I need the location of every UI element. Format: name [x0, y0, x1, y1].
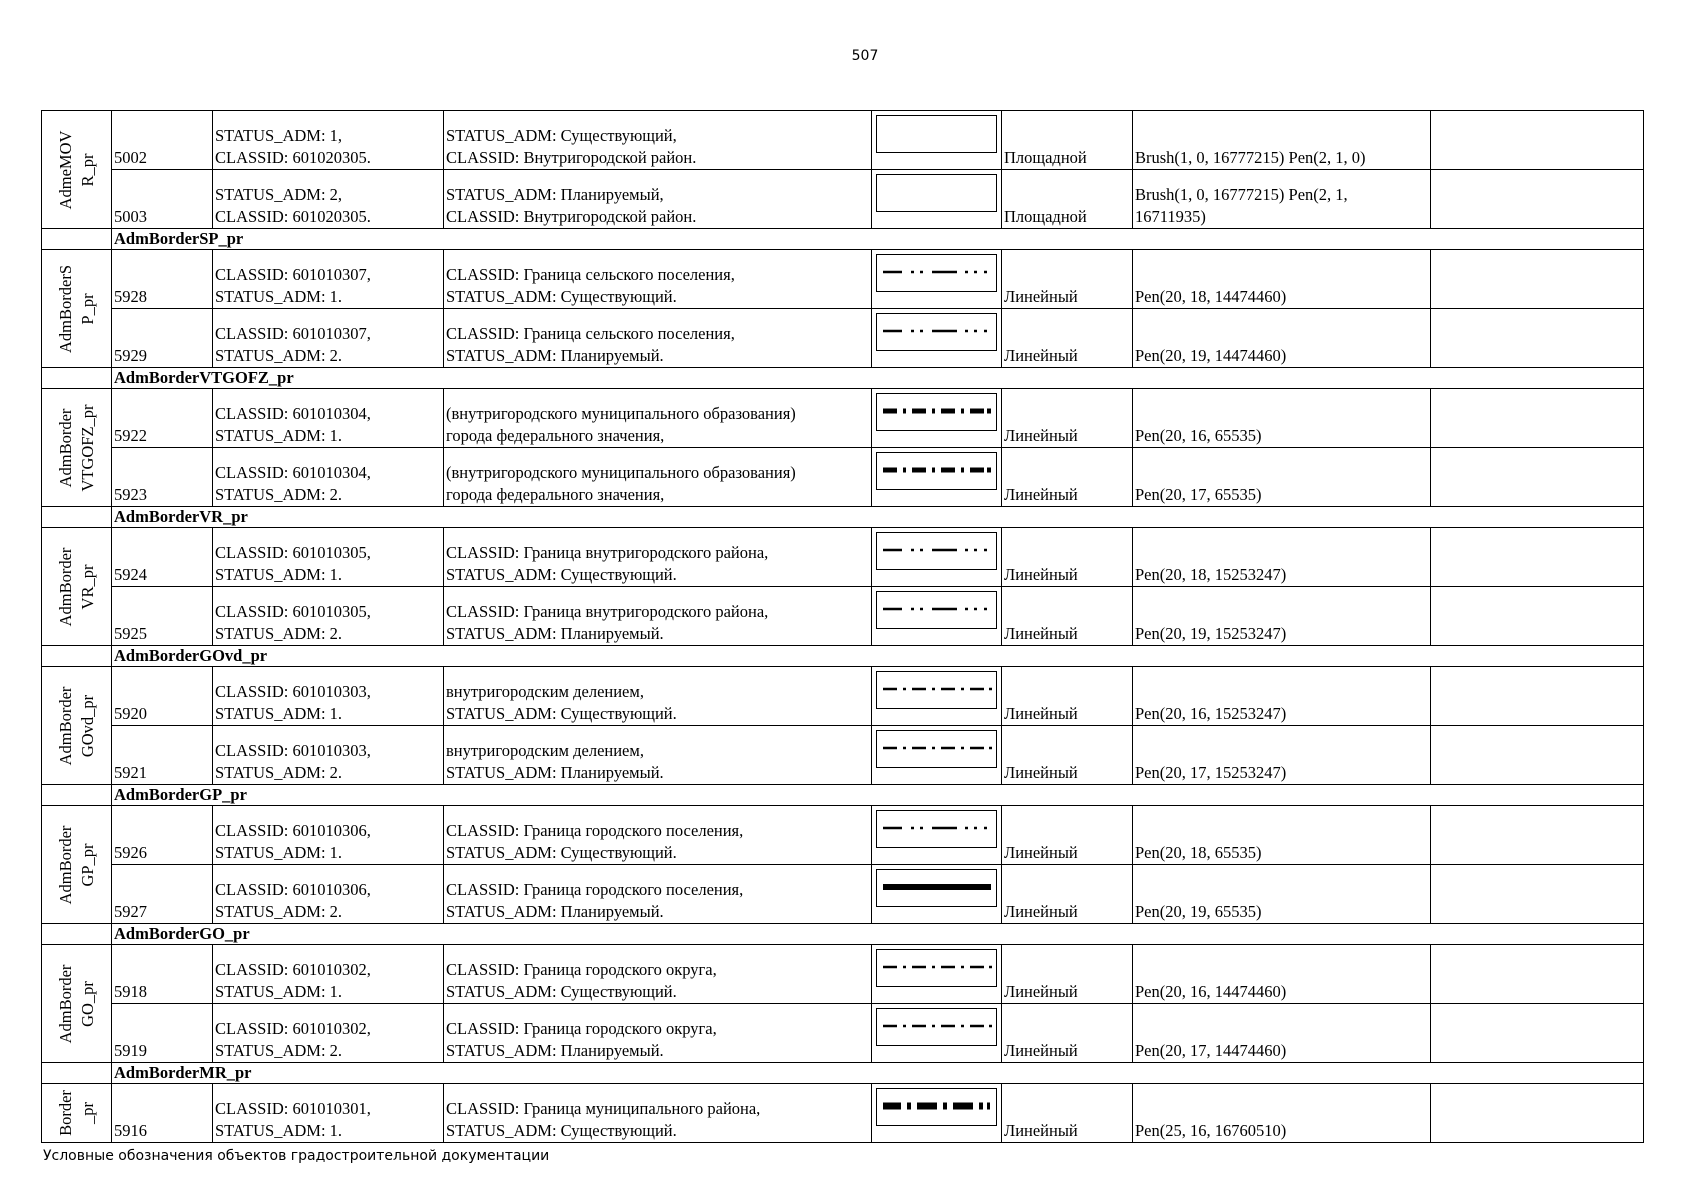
layer-name-cell	[42, 111, 112, 229]
attribute-line: CLASSID: 601010301,	[215, 1099, 371, 1118]
description-cell	[444, 587, 872, 646]
group-header-row	[42, 785, 1644, 806]
code-cell: 5002	[112, 111, 213, 170]
group-header-row	[42, 646, 1644, 667]
object-type-cell: Площадной	[1002, 170, 1133, 229]
group-title: AdmBorderSP_pr	[112, 229, 1644, 250]
line-symbol-dash-dot-dot	[877, 314, 995, 349]
description-cell	[444, 250, 872, 309]
layer-name-line: P_pr	[77, 292, 97, 325]
style-cell	[1133, 309, 1431, 368]
attributes-cell	[213, 528, 444, 587]
legend-row	[42, 1004, 1644, 1063]
object-type-cell: Линейный	[1002, 528, 1133, 587]
notes-cell	[1431, 309, 1644, 368]
group-header-row	[42, 1063, 1644, 1084]
style-cell	[1133, 806, 1431, 865]
notes-cell	[1431, 865, 1644, 924]
group-header-spacer	[42, 368, 112, 389]
group-title: AdmBorderVR_pr	[112, 507, 1644, 528]
layer-name-line: GP_pr	[77, 842, 97, 887]
layer-name-cell	[42, 806, 112, 924]
line-symbol-dash-dot-dot	[877, 255, 995, 290]
object-type-cell: Линейный	[1002, 806, 1133, 865]
symbol-box	[876, 1008, 997, 1046]
attributes-cell	[213, 587, 444, 646]
line-symbol-dash-dot-dot	[877, 811, 995, 846]
object-type-cell: Линейный	[1002, 945, 1133, 1004]
symbol-cell	[872, 865, 1002, 924]
attribute-line: STATUS_ADM: 1.	[215, 982, 343, 1001]
symbol-box	[876, 869, 997, 907]
code-cell: 5929	[112, 309, 213, 368]
attributes-cell	[213, 945, 444, 1004]
description-line: CLASSID: Граница городского округа,	[446, 1019, 717, 1038]
style-line: Pen(20, 19, 15253247)	[1135, 624, 1287, 643]
style-line: Pen(20, 16, 15253247)	[1135, 704, 1287, 723]
layer-name-line: R_pr	[77, 153, 97, 187]
attribute-line: STATUS_ADM: 2.	[215, 485, 343, 504]
layer-name-line: AdmBorder	[55, 825, 75, 904]
attributes-cell	[213, 250, 444, 309]
object-type-cell: Линейный	[1002, 865, 1133, 924]
layer-name-line: AdmBorder	[55, 547, 75, 626]
style-cell	[1133, 389, 1431, 448]
style-line: 16711935)	[1135, 207, 1206, 226]
symbol-cell	[872, 170, 1002, 229]
description-cell	[444, 1084, 872, 1143]
style-line: Brush(1, 0, 16777215) Pen(2, 1, 0)	[1135, 148, 1366, 167]
style-cell	[1133, 865, 1431, 924]
code-cell: 5003	[112, 170, 213, 229]
attribute-line: STATUS_ADM: 2.	[215, 1041, 343, 1060]
group-header-row	[42, 924, 1644, 945]
legend-row	[42, 309, 1644, 368]
description-cell	[444, 865, 872, 924]
attribute-line: STATUS_ADM: 2.	[215, 763, 343, 782]
style-cell	[1133, 945, 1431, 1004]
attribute-line: CLASSID: 601010305,	[215, 602, 371, 621]
description-line: внутригородским делением,	[446, 741, 644, 760]
notes-cell	[1431, 250, 1644, 309]
layer-name-line: _pr	[77, 1102, 97, 1125]
description-line: STATUS_ADM: Существующий.	[446, 287, 677, 306]
description-line: STATUS_ADM: Существующий,	[446, 126, 677, 145]
description-line: STATUS_ADM: Существующий.	[446, 843, 677, 862]
attributes-cell	[213, 806, 444, 865]
legend-row	[42, 587, 1644, 646]
symbol-cell	[872, 448, 1002, 507]
style-cell	[1133, 726, 1431, 785]
description-cell	[444, 806, 872, 865]
line-symbol-thick-dash-dot	[877, 453, 995, 488]
group-header-row	[42, 229, 1644, 250]
layer-name	[55, 964, 99, 1043]
symbol-box	[876, 313, 997, 351]
description-line: города федерального значения,	[446, 485, 665, 504]
code-cell: 5928	[112, 250, 213, 309]
attribute-line: CLASSID: 601010302,	[215, 960, 371, 979]
symbol-box	[876, 730, 997, 768]
style-cell	[1133, 111, 1431, 170]
layer-name	[55, 265, 99, 353]
description-line: CLASSID: Граница муниципального района,	[446, 1099, 761, 1118]
description-line: STATUS_ADM: Планируемый.	[446, 763, 664, 782]
attributes-cell	[213, 1004, 444, 1063]
description-cell	[444, 1004, 872, 1063]
style-line: Pen(20, 18, 15253247)	[1135, 565, 1287, 584]
object-type-cell: Линейный	[1002, 448, 1133, 507]
attribute-line: CLASSID: 601010305,	[215, 543, 371, 562]
attribute-line: CLASSID: 601010304,	[215, 404, 371, 423]
description-line: STATUS_ADM: Существующий.	[446, 1121, 677, 1140]
line-symbol-none	[877, 175, 995, 210]
legend-row	[42, 1084, 1644, 1143]
footer-caption: Условные обозначения объектов градостроительной документации	[43, 1148, 550, 1164]
notes-cell	[1431, 170, 1644, 229]
notes-cell	[1431, 389, 1644, 448]
description-line: (внутригородского муниципального образования)	[446, 404, 796, 423]
code-cell: 5923	[112, 448, 213, 507]
line-symbol-dash-dot	[877, 950, 995, 985]
legend-row	[42, 667, 1644, 726]
symbol-cell	[872, 389, 1002, 448]
attribute-line: STATUS_ADM: 1.	[215, 843, 343, 862]
object-type-cell: Линейный	[1002, 587, 1133, 646]
style-cell	[1133, 528, 1431, 587]
description-cell	[444, 726, 872, 785]
attribute-line: STATUS_ADM: 1,	[215, 126, 343, 145]
legend-row	[42, 726, 1644, 785]
attributes-cell	[213, 309, 444, 368]
style-line: Pen(20, 18, 14474460)	[1135, 287, 1287, 306]
style-line: Pen(20, 19, 14474460)	[1135, 346, 1287, 365]
attributes-cell	[213, 389, 444, 448]
notes-cell	[1431, 1084, 1644, 1143]
symbol-box	[876, 174, 997, 212]
attribute-line: CLASSID: 601010302,	[215, 1019, 371, 1038]
group-header-row	[42, 368, 1644, 389]
symbol-cell	[872, 309, 1002, 368]
description-line: CLASSID: Граница городского поселения,	[446, 880, 744, 899]
layer-name-line: Border	[55, 1090, 75, 1136]
attribute-line: CLASSID: 601010306,	[215, 821, 371, 840]
group-title: AdmBorderGP_pr	[112, 785, 1644, 806]
group-title: AdmBorderGOvd_pr	[112, 646, 1644, 667]
line-symbol-dash-dot-dot	[877, 592, 995, 627]
description-cell	[444, 528, 872, 587]
symbol-box	[876, 591, 997, 629]
notes-cell	[1431, 945, 1644, 1004]
notes-cell	[1431, 587, 1644, 646]
attributes-cell	[213, 111, 444, 170]
code-cell: 5919	[112, 1004, 213, 1063]
legend-row	[42, 389, 1644, 448]
symbol-cell	[872, 528, 1002, 587]
line-symbol-thick-dash-dot	[877, 394, 995, 429]
legend-table	[41, 110, 1644, 1143]
symbol-cell	[872, 1004, 1002, 1063]
description-line: CLASSID: Граница внутригородского района,	[446, 602, 769, 621]
code-cell: 5924	[112, 528, 213, 587]
description-line: (внутригородского муниципального образования)	[446, 463, 796, 482]
layer-name-line: GOvd_pr	[77, 694, 97, 757]
attributes-cell	[213, 726, 444, 785]
object-type-cell: Линейный	[1002, 309, 1133, 368]
layer-name-cell	[42, 667, 112, 785]
legend-row	[42, 528, 1644, 587]
legend-row	[42, 865, 1644, 924]
description-line: внутригородским делением,	[446, 682, 644, 701]
style-cell	[1133, 1004, 1431, 1063]
attribute-line: CLASSID: 601020305.	[215, 207, 371, 226]
line-symbol-solid	[877, 870, 995, 905]
symbol-box	[876, 254, 997, 292]
notes-cell	[1431, 111, 1644, 170]
line-symbol-heavy-dash-dot	[877, 1089, 995, 1124]
style-line: Pen(20, 16, 65535)	[1135, 426, 1262, 445]
legend-row	[42, 170, 1644, 229]
attribute-line: STATUS_ADM: 1.	[215, 565, 343, 584]
group-header-spacer	[42, 646, 112, 667]
symbol-cell	[872, 667, 1002, 726]
group-title: AdmBorderGO_pr	[112, 924, 1644, 945]
object-type-cell: Линейный	[1002, 389, 1133, 448]
description-line: CLASSID: Граница городского поселения,	[446, 821, 744, 840]
description-line: CLASSID: Граница внутригородского района,	[446, 543, 769, 562]
code-cell: 5920	[112, 667, 213, 726]
line-symbol-dash-dot-dot	[877, 533, 995, 568]
layer-name-line: VR_pr	[77, 564, 97, 609]
description-line: STATUS_ADM: Планируемый.	[446, 902, 664, 921]
symbol-box	[876, 1088, 997, 1126]
attributes-cell	[213, 170, 444, 229]
description-line: CLASSID: Граница сельского поселения,	[446, 324, 735, 343]
symbol-cell	[872, 111, 1002, 170]
description-line: CLASSID: Внутригородской район.	[446, 148, 697, 167]
description-cell	[444, 309, 872, 368]
symbol-cell	[872, 587, 1002, 646]
description-cell	[444, 945, 872, 1004]
symbol-cell	[872, 806, 1002, 865]
style-cell	[1133, 170, 1431, 229]
code-cell: 5927	[112, 865, 213, 924]
style-line: Pen(20, 17, 65535)	[1135, 485, 1262, 504]
description-line: STATUS_ADM: Существующий.	[446, 565, 677, 584]
style-line: Pen(20, 18, 65535)	[1135, 843, 1262, 862]
symbol-cell	[872, 1084, 1002, 1143]
line-symbol-dash-dot	[877, 1009, 995, 1044]
legend-row	[42, 250, 1644, 309]
style-cell	[1133, 448, 1431, 507]
attribute-line: CLASSID: 601010306,	[215, 880, 371, 899]
code-cell: 5916	[112, 1084, 213, 1143]
symbol-box	[876, 115, 997, 153]
layer-name	[55, 547, 99, 626]
code-cell: 5922	[112, 389, 213, 448]
description-line: STATUS_ADM: Планируемый.	[446, 1041, 664, 1060]
notes-cell	[1431, 806, 1644, 865]
layer-name-line: AdmeMOV	[55, 130, 75, 209]
group-header-spacer	[42, 1063, 112, 1084]
legend-row	[42, 448, 1644, 507]
code-cell: 5926	[112, 806, 213, 865]
style-cell	[1133, 1084, 1431, 1143]
style-cell	[1133, 667, 1431, 726]
layer-name	[55, 404, 99, 491]
style-line: Pen(20, 17, 15253247)	[1135, 763, 1287, 782]
style-line: Brush(1, 0, 16777215) Pen(2, 1,	[1135, 185, 1348, 204]
layer-name-cell	[42, 1084, 112, 1143]
layer-name-cell	[42, 528, 112, 646]
object-type-cell: Линейный	[1002, 726, 1133, 785]
attributes-cell	[213, 448, 444, 507]
code-cell: 5921	[112, 726, 213, 785]
description-cell	[444, 170, 872, 229]
layer-name-line: AdmBorder	[55, 408, 75, 487]
description-line: STATUS_ADM: Планируемый,	[446, 185, 664, 204]
line-symbol-none	[877, 116, 995, 151]
symbol-cell	[872, 250, 1002, 309]
layer-name-line: AdmBorder	[55, 686, 75, 765]
description-line: CLASSID: Внутригородской район.	[446, 207, 697, 226]
description-line: STATUS_ADM: Существующий.	[446, 704, 677, 723]
layer-name	[55, 130, 99, 209]
notes-cell	[1431, 448, 1644, 507]
group-header-row	[42, 507, 1644, 528]
layer-name-cell	[42, 250, 112, 368]
notes-cell	[1431, 667, 1644, 726]
layer-name-line: AdmBorder	[55, 964, 75, 1043]
attribute-line: STATUS_ADM: 1.	[215, 704, 343, 723]
line-symbol-dash-dot	[877, 731, 995, 766]
group-header-spacer	[42, 507, 112, 528]
group-title: AdmBorderMR_pr	[112, 1063, 1644, 1084]
group-header-spacer	[42, 785, 112, 806]
symbol-cell	[872, 945, 1002, 1004]
object-type-cell: Площадной	[1002, 111, 1133, 170]
style-line: Pen(20, 17, 14474460)	[1135, 1041, 1287, 1060]
description-cell	[444, 111, 872, 170]
attribute-line: STATUS_ADM: 1.	[215, 287, 343, 306]
description-line: города федерального значения,	[446, 426, 665, 445]
symbol-box	[876, 949, 997, 987]
notes-cell	[1431, 528, 1644, 587]
attributes-cell	[213, 667, 444, 726]
group-header-spacer	[42, 229, 112, 250]
style-line: Pen(20, 16, 14474460)	[1135, 982, 1287, 1001]
style-line: Pen(20, 19, 65535)	[1135, 902, 1262, 921]
object-type-cell: Линейный	[1002, 667, 1133, 726]
style-cell	[1133, 250, 1431, 309]
layer-name-cell	[42, 389, 112, 507]
legend-row	[42, 806, 1644, 865]
attributes-cell	[213, 1084, 444, 1143]
attribute-line: STATUS_ADM: 2.	[215, 624, 343, 643]
description-line: CLASSID: Граница городского округа,	[446, 960, 717, 979]
layer-name-cell	[42, 945, 112, 1063]
layer-name	[55, 1090, 99, 1136]
legend-row	[42, 111, 1644, 170]
description-cell	[444, 667, 872, 726]
attribute-line: CLASSID: 601010307,	[215, 265, 371, 284]
attribute-line: STATUS_ADM: 1.	[215, 1121, 343, 1140]
description-line: CLASSID: Граница сельского поселения,	[446, 265, 735, 284]
object-type-cell: Линейный	[1002, 250, 1133, 309]
symbol-box	[876, 532, 997, 570]
attribute-line: STATUS_ADM: 2.	[215, 902, 343, 921]
attribute-line: CLASSID: 601010304,	[215, 463, 371, 482]
layer-name	[55, 686, 99, 765]
description-line: STATUS_ADM: Планируемый.	[446, 346, 664, 365]
style-line: Pen(25, 16, 16760510)	[1135, 1121, 1287, 1140]
attribute-line: CLASSID: 601010303,	[215, 682, 371, 701]
notes-cell	[1431, 726, 1644, 785]
attribute-line: CLASSID: 601020305.	[215, 148, 371, 167]
description-cell	[444, 448, 872, 507]
legend-row	[42, 945, 1644, 1004]
style-cell	[1133, 587, 1431, 646]
notes-cell	[1431, 1004, 1644, 1063]
object-type-cell: Линейный	[1002, 1084, 1133, 1143]
object-type-cell: Линейный	[1002, 1004, 1133, 1063]
description-line: STATUS_ADM: Планируемый.	[446, 624, 664, 643]
description-line: STATUS_ADM: Существующий.	[446, 982, 677, 1001]
layer-name-line: GO_pr	[77, 980, 97, 1027]
layer-name-line: AdmBorderS	[55, 264, 75, 353]
layer-name-line: VTGOFZ_pr	[77, 403, 97, 492]
symbol-cell	[872, 726, 1002, 785]
attribute-line: STATUS_ADM: 2,	[215, 185, 343, 204]
attribute-line: STATUS_ADM: 2.	[215, 346, 343, 365]
description-cell	[444, 389, 872, 448]
symbol-box	[876, 810, 997, 848]
page-number: 507	[851, 48, 879, 64]
attribute-line: CLASSID: 601010303,	[215, 741, 371, 760]
line-symbol-dash-dot	[877, 672, 995, 707]
symbol-box	[876, 671, 997, 709]
group-header-spacer	[42, 924, 112, 945]
code-cell: 5918	[112, 945, 213, 1004]
code-cell: 5925	[112, 587, 213, 646]
attributes-cell	[213, 865, 444, 924]
attribute-line: CLASSID: 601010307,	[215, 324, 371, 343]
attribute-line: STATUS_ADM: 1.	[215, 426, 343, 445]
symbol-box	[876, 452, 997, 490]
layer-name	[55, 825, 99, 904]
group-title: AdmBorderVTGOFZ_pr	[112, 368, 1644, 389]
symbol-box	[876, 393, 997, 431]
